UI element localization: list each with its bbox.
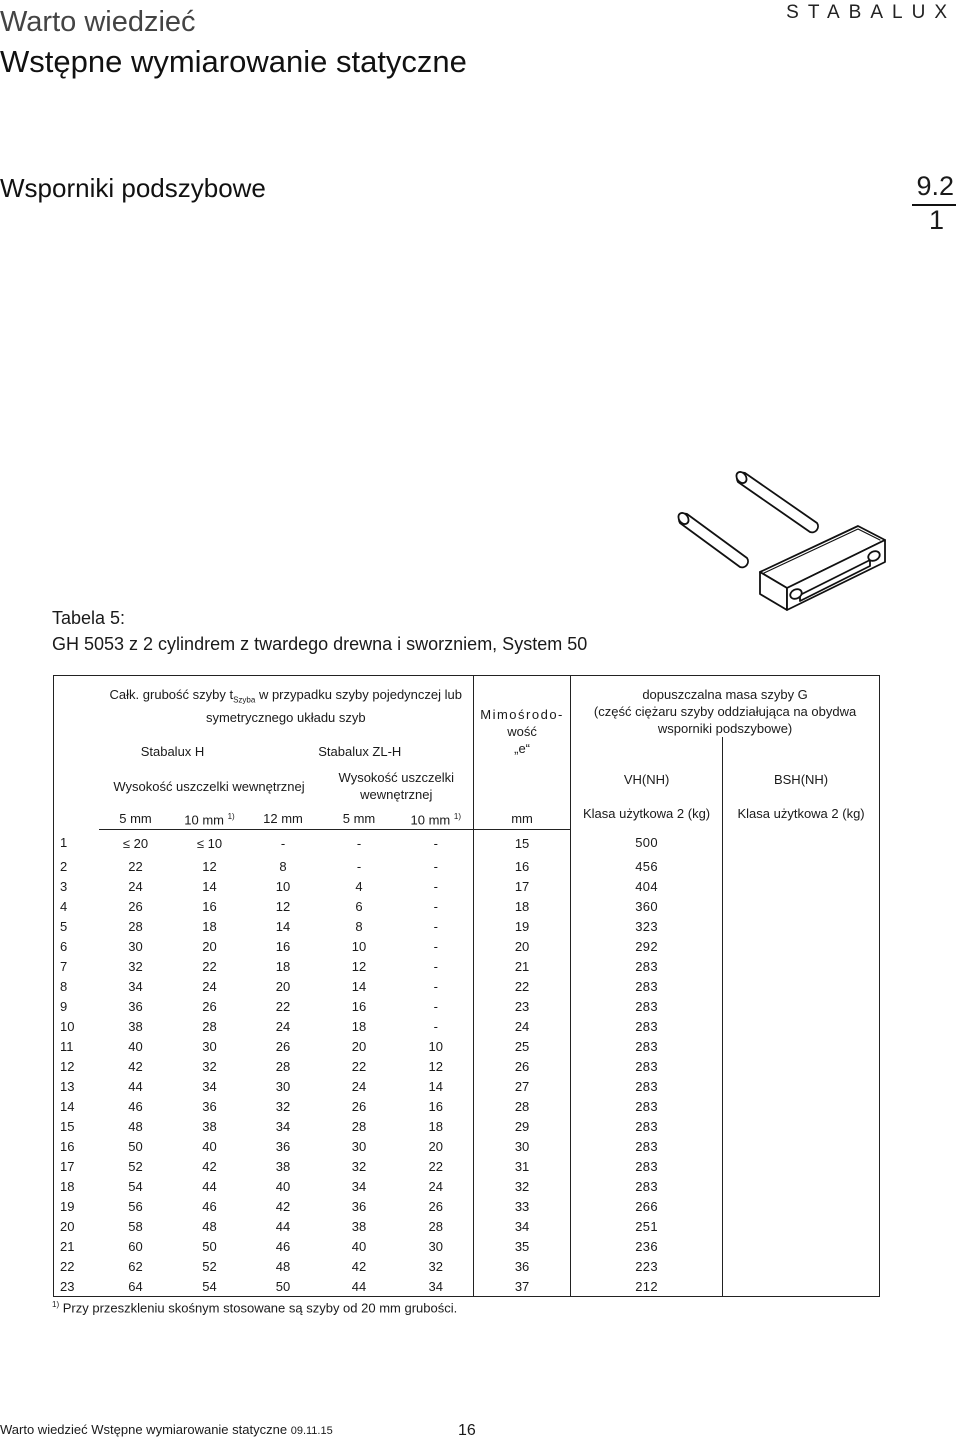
table-cell: 38 xyxy=(351,1218,367,1234)
table-cell: 28 xyxy=(275,1058,291,1074)
mass-vh-cell: 266 xyxy=(571,1196,723,1216)
table-cell: 8 xyxy=(355,918,363,934)
mass-vh-cell: 283 xyxy=(571,1096,723,1116)
table-cell: - xyxy=(433,898,438,914)
table-cell: 30 xyxy=(351,1138,367,1154)
table-cell: 22 xyxy=(128,858,143,874)
table-cell: 34 xyxy=(474,1216,571,1236)
mass-bsh-cell xyxy=(723,996,880,1016)
table-cell: 30 xyxy=(275,1078,291,1094)
table-cell: 30 xyxy=(474,1136,571,1156)
mass-vh-cell: 500 xyxy=(571,830,723,857)
table-cell: 38 xyxy=(275,1158,291,1174)
table-cell: 20 xyxy=(428,1138,444,1154)
table-cell: 34 xyxy=(275,1118,291,1134)
table-cell: - xyxy=(356,858,362,874)
table-cell: 30 xyxy=(128,938,143,954)
table-cell: 44 xyxy=(128,1078,143,1094)
mass-vh-cell: 283 xyxy=(571,1076,723,1096)
row-number: 10 xyxy=(54,1016,99,1036)
mass-vh-cell: 360 xyxy=(571,896,723,916)
mass-bsh-cell xyxy=(723,830,880,857)
document-title: Wstępne wymiarowanie statyczne xyxy=(0,44,467,79)
mass-vh-cell: 292 xyxy=(571,936,723,956)
mass-bsh-cell xyxy=(723,876,880,896)
table-cell: 24 xyxy=(275,1018,291,1034)
table-cell: 21 xyxy=(474,956,571,976)
table-cell: 32 xyxy=(128,958,143,974)
table-cell: 16 xyxy=(275,938,291,954)
table-cell: 8 xyxy=(279,858,287,874)
mass-bsh-cell xyxy=(723,1276,880,1297)
table-caption: GH 5053 z 2 cylindrem z twardego drewna i sworzniem, System 50 xyxy=(52,634,588,654)
table-cell: 12 xyxy=(351,958,367,974)
table-row xyxy=(54,1056,880,1076)
table-cell: 26 xyxy=(474,1056,571,1076)
table-row xyxy=(54,1076,880,1096)
table-cell: 34 xyxy=(351,1178,367,1194)
table-row xyxy=(54,830,880,857)
table-row xyxy=(54,1276,880,1297)
section-number: 9.2 xyxy=(916,171,954,201)
table-cell: 22 xyxy=(428,1158,444,1174)
table-cell: 23 xyxy=(474,996,571,1016)
table-cell: 24 xyxy=(202,978,217,994)
row-number: 4 xyxy=(54,896,99,916)
table-cell: - xyxy=(356,835,362,851)
table-row xyxy=(54,956,880,976)
col-10mm-h: 10 mm $^{1)}$ xyxy=(173,807,247,830)
table-cell: 32 xyxy=(351,1158,367,1174)
eccentricity-header: Mimośrodo- wość „e“ xyxy=(474,676,571,808)
mass-bsh-cell xyxy=(723,1136,880,1156)
table-cell: 62 xyxy=(128,1258,143,1274)
table-cell: 14 xyxy=(202,878,217,894)
table-cell: 36 xyxy=(202,1098,217,1114)
row-number: 5 xyxy=(54,916,99,936)
row-number: 12 xyxy=(54,1056,99,1076)
table-cell: ≤ 10 xyxy=(196,835,223,851)
table-cell: 28 xyxy=(128,918,143,934)
table-cell: 50 xyxy=(202,1238,217,1254)
table-cell: 46 xyxy=(275,1238,291,1254)
table-cell: 14 xyxy=(351,978,367,994)
mass-bsh-cell xyxy=(723,1036,880,1056)
table-cell: 52 xyxy=(128,1158,143,1174)
table-cell: 42 xyxy=(351,1258,367,1274)
mass-bsh-cell xyxy=(723,1256,880,1276)
table-cell: 19 xyxy=(474,916,571,936)
table-cell: 10 xyxy=(275,878,291,894)
table-cell: 16 xyxy=(428,1098,444,1114)
table-cell: 36 xyxy=(351,1198,367,1214)
allowed-mass-header: dopuszczalna masa szyby G (część ciężaru szyby oddziałująca na obydwa wsporniki podszybowe) xyxy=(571,676,880,738)
table-cell: 20 xyxy=(474,936,571,956)
table-cell: 25 xyxy=(474,1036,571,1056)
table-cell: 26 xyxy=(428,1198,444,1214)
col-unit: mm xyxy=(474,807,571,830)
table-cell: 40 xyxy=(202,1138,217,1154)
mass-bsh-cell xyxy=(723,1056,880,1076)
table-cell: 54 xyxy=(173,1276,247,1297)
table-cell: 40 xyxy=(351,1238,367,1254)
table-cell: 26 xyxy=(275,1038,291,1054)
table-cell: 38 xyxy=(128,1018,143,1034)
table-cell: 52 xyxy=(202,1258,217,1274)
table-cell: 40 xyxy=(275,1178,291,1194)
pin-icon xyxy=(679,514,748,568)
mass-vh-cell: 283 xyxy=(571,996,723,1016)
table-cell: 22 xyxy=(474,976,571,996)
table-cell: 38 xyxy=(202,1118,217,1134)
table-cell: 22 xyxy=(275,998,291,1014)
mass-bsh-cell xyxy=(723,1176,880,1196)
table-row xyxy=(54,876,880,896)
row-number: 11 xyxy=(54,1036,99,1056)
table-cell: - xyxy=(433,878,438,894)
table-cell: 24 xyxy=(428,1178,444,1194)
row-number: 13 xyxy=(54,1076,99,1096)
mass-vh-cell: 283 xyxy=(571,1036,723,1056)
table-cell: 15 xyxy=(474,830,571,857)
table-cell: 18 xyxy=(351,1018,367,1034)
table-cell: 28 xyxy=(474,1096,571,1116)
mass-vh-cell: 212 xyxy=(571,1276,723,1297)
table-cell: 16 xyxy=(351,998,367,1014)
table-cell: 46 xyxy=(128,1098,143,1114)
table-cell: 4 xyxy=(355,878,363,894)
table-cell: 36 xyxy=(474,1256,571,1276)
table-cell: 17 xyxy=(474,876,571,896)
table-cell: 22 xyxy=(202,958,217,974)
table-cell: 26 xyxy=(202,998,217,1014)
col-12mm-h: 12 mm xyxy=(247,807,320,830)
table-cell: 33 xyxy=(474,1196,571,1216)
table-cell: 18 xyxy=(474,896,571,916)
table-cell: 28 xyxy=(351,1118,367,1134)
table-row xyxy=(54,896,880,916)
table-cell: 36 xyxy=(128,998,143,1014)
table-cell: 40 xyxy=(128,1038,143,1054)
table-row xyxy=(54,1016,880,1036)
mass-bsh-cell xyxy=(723,1116,880,1136)
table-cell: 24 xyxy=(351,1078,367,1094)
table-cell: 28 xyxy=(202,1018,217,1034)
stabalux-zlh-header: Stabalux ZL-H xyxy=(318,743,402,759)
table-cell: 27 xyxy=(474,1076,571,1096)
page-footer: Warto wiedzieć Wstępne wymiarowanie statyczne 09.11.15 xyxy=(0,1422,333,1437)
table-row xyxy=(54,1236,880,1256)
table-cell: 42 xyxy=(202,1158,217,1174)
row-number: 22 xyxy=(54,1256,99,1276)
table-cell: 30 xyxy=(202,1038,217,1054)
mass-bsh-cell xyxy=(723,1016,880,1036)
table-row xyxy=(54,1216,880,1236)
mass-bsh-cell xyxy=(723,956,880,976)
mass-bsh-cell xyxy=(723,1096,880,1116)
mass-vh-cell: 283 xyxy=(571,1056,723,1076)
vh-header: VH(NH) Klasa użytkowa 2 (kg) xyxy=(571,737,723,830)
mass-vh-cell: 456 xyxy=(571,856,723,876)
table-cell: 46 xyxy=(202,1198,217,1214)
mass-vh-cell: 251 xyxy=(571,1216,723,1236)
table-row xyxy=(54,1196,880,1216)
bracket-capacity-table xyxy=(53,675,880,1297)
mass-bsh-cell xyxy=(723,936,880,956)
table-cell: 20 xyxy=(275,978,291,994)
table-row xyxy=(54,996,880,1016)
mass-bsh-cell xyxy=(723,1156,880,1176)
table-cell: 42 xyxy=(128,1058,143,1074)
inner-seal-h-header: Wysokość uszczelki wewnętrznej xyxy=(113,778,305,794)
table-cell: 50 xyxy=(128,1138,143,1154)
table-row xyxy=(54,976,880,996)
table-cell: 34 xyxy=(202,1078,217,1094)
table-cell: 35 xyxy=(474,1236,571,1256)
table-cell: 44 xyxy=(202,1178,217,1194)
row-number: 15 xyxy=(54,1116,99,1136)
table-cell: 16 xyxy=(202,898,217,914)
table-cell: 48 xyxy=(128,1118,143,1134)
footnote: $^{1)}$ Przy przeszkleniu skośnym stosowane są szyby od 20 mm grubości. xyxy=(52,1300,458,1316)
table-cell: 60 xyxy=(128,1238,143,1254)
row-number: 14 xyxy=(54,1096,99,1116)
col-10mm-zl: 10 mm $^{1)}$ xyxy=(399,807,474,830)
section-title: Wsporniki podszybowe xyxy=(0,173,266,203)
table-cell: 14 xyxy=(275,918,291,934)
col-5mm-h: 5 mm xyxy=(99,807,173,830)
mass-vh-cell: 283 xyxy=(571,976,723,996)
row-number: 8 xyxy=(54,976,99,996)
row-number: 9 xyxy=(54,996,99,1016)
table-cell: 16 xyxy=(474,856,571,876)
table-cell: 12 xyxy=(202,858,217,874)
section-subnumber: 1 xyxy=(928,205,944,235)
table-cell: 24 xyxy=(128,878,143,894)
mass-vh-cell: 283 xyxy=(571,956,723,976)
row-number: 16 xyxy=(54,1136,99,1156)
table-row xyxy=(54,1256,880,1276)
table-cell: 37 xyxy=(474,1276,571,1297)
table-cell: 22 xyxy=(351,1058,367,1074)
table-cell: 44 xyxy=(320,1276,399,1297)
row-number: 20 xyxy=(54,1216,99,1236)
table-cell: 6 xyxy=(355,898,363,914)
table-row xyxy=(54,936,880,956)
table-row xyxy=(54,1036,880,1056)
table-cell: 36 xyxy=(275,1138,291,1154)
inner-seal-zlh-header: Wysokość uszczelki wewnętrznej xyxy=(338,770,455,802)
table-cell: 29 xyxy=(474,1116,571,1136)
row-number: 23 xyxy=(54,1276,99,1297)
mass-vh-cell: 283 xyxy=(571,1016,723,1036)
document-subtitle: Warto wiedzieć xyxy=(0,6,196,38)
table-cell: - xyxy=(433,958,438,974)
table-row xyxy=(54,1156,880,1176)
table-cell: 26 xyxy=(351,1098,367,1114)
mass-vh-cell: 283 xyxy=(571,1176,723,1196)
mass-bsh-cell xyxy=(723,1196,880,1216)
mass-bsh-cell xyxy=(723,1236,880,1256)
table-cell: 12 xyxy=(275,898,291,914)
table-row xyxy=(54,1136,880,1156)
mass-bsh-cell xyxy=(723,916,880,936)
mass-bsh-cell xyxy=(723,976,880,996)
mass-vh-cell: 283 xyxy=(571,1116,723,1136)
table-cell: 12 xyxy=(428,1058,444,1074)
table-cell: 56 xyxy=(128,1198,143,1214)
table-row xyxy=(54,856,880,876)
row-number: 21 xyxy=(54,1236,99,1256)
table-cell: ≤ 20 xyxy=(122,835,149,851)
table-cell: 32 xyxy=(474,1176,571,1196)
row-number: 7 xyxy=(54,956,99,976)
mass-bsh-cell xyxy=(723,1076,880,1096)
page-number: 16 xyxy=(458,1422,476,1439)
table-cell: 32 xyxy=(202,1058,217,1074)
table-title: Tabela 5: xyxy=(52,608,126,628)
table-cell: 18 xyxy=(275,958,291,974)
stabalux-h-header: Stabalux H xyxy=(140,743,205,759)
table-cell: 14 xyxy=(428,1078,444,1094)
table-body xyxy=(54,830,880,1297)
table-cell: 31 xyxy=(474,1156,571,1176)
table-cell: 30 xyxy=(428,1238,444,1254)
row-number: 1 xyxy=(54,830,99,857)
mass-vh-cell: 323 xyxy=(571,916,723,936)
table-cell: - xyxy=(433,938,438,954)
table-cell: 34 xyxy=(128,978,143,994)
table-cell: - xyxy=(433,998,438,1014)
table-cell: 26 xyxy=(128,898,143,914)
mass-vh-cell: 283 xyxy=(571,1156,723,1176)
table-cell: 54 xyxy=(128,1178,143,1194)
glass-thickness-header: Całk. grubość szyby $t_{Szyba}$ w przypadku szyby pojedynczej lub symetrycznego układu szyb xyxy=(99,676,474,738)
mass-vh-cell: 223 xyxy=(571,1256,723,1276)
table-cell: - xyxy=(433,858,438,874)
row-number: 18 xyxy=(54,1176,99,1196)
table-cell: 32 xyxy=(275,1098,291,1114)
mass-bsh-cell xyxy=(723,1216,880,1236)
table-cell: 58 xyxy=(128,1218,143,1234)
table-cell: 18 xyxy=(428,1118,444,1134)
table-cell: 20 xyxy=(351,1038,367,1054)
mass-vh-cell: 236 xyxy=(571,1236,723,1256)
table-cell: - xyxy=(433,978,438,994)
table-cell: 10 xyxy=(428,1038,444,1054)
table-cell: 44 xyxy=(275,1218,291,1234)
bsh-header: BSH(NH) Klasa użytkowa 2 (kg) xyxy=(723,737,880,830)
table-row xyxy=(54,1176,880,1196)
mass-vh-cell: 404 xyxy=(571,876,723,896)
mass-bsh-cell xyxy=(723,896,880,916)
table-cell: 18 xyxy=(202,918,217,934)
table-cell: - xyxy=(433,918,438,934)
table-cell: 28 xyxy=(428,1218,444,1234)
table-cell: 20 xyxy=(202,938,217,954)
table-row xyxy=(54,1096,880,1116)
row-number: 17 xyxy=(54,1156,99,1176)
brand-logo: STABALUX xyxy=(786,2,956,23)
row-number: 2 xyxy=(54,856,99,876)
table-cell: 34 xyxy=(399,1276,474,1297)
bracket-illustration xyxy=(660,470,890,620)
table-cell: - xyxy=(433,835,438,851)
table-cell: 24 xyxy=(474,1016,571,1036)
table-cell: 42 xyxy=(275,1198,291,1214)
pin-icon xyxy=(737,473,818,533)
table-cell: - xyxy=(280,835,286,851)
table-cell: 10 xyxy=(351,938,367,954)
table-cell: 64 xyxy=(99,1276,173,1297)
table-cell: - xyxy=(433,1018,438,1034)
table-cell: 50 xyxy=(247,1276,320,1297)
table-row xyxy=(54,1116,880,1136)
table-row xyxy=(54,916,880,936)
table-cell: 48 xyxy=(202,1218,217,1234)
row-number: 6 xyxy=(54,936,99,956)
row-number: 19 xyxy=(54,1196,99,1216)
col-5mm-zl: 5 mm xyxy=(320,807,399,830)
row-number: 3 xyxy=(54,876,99,896)
mass-bsh-cell xyxy=(723,856,880,876)
mass-vh-cell: 283 xyxy=(571,1136,723,1156)
table-cell: 48 xyxy=(275,1258,291,1274)
table-cell: 32 xyxy=(428,1258,444,1274)
